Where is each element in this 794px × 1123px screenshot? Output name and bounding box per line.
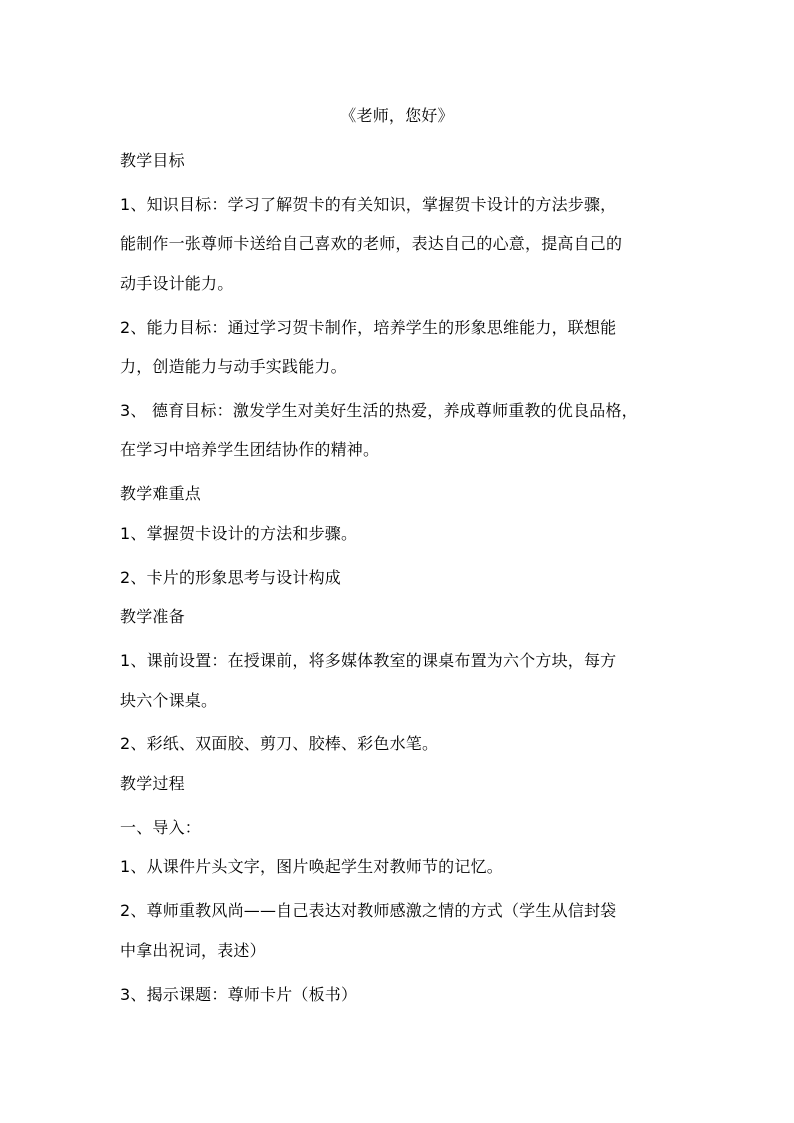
section-heading-process: 教学过程 — [120, 774, 185, 793]
text-line: 2、彩纸、双面胶、剪刀、胶棒、彩色水笔。 — [120, 734, 439, 753]
text-line: 一、导入： — [120, 818, 202, 837]
text-line: 块六个课桌。 — [120, 691, 218, 710]
text-line: 1、课前设置：在授课前，将多媒体教室的课桌布置为六个方块，每方 — [120, 651, 617, 670]
text-line: 能制作一张尊师卡送给自己喜欢的老师，表达自己的心意，提高自己的 — [120, 234, 623, 253]
section-heading-objectives: 教学目标 — [120, 151, 185, 170]
text-line: 2、能力目标：通过学习贺卡制作，培养学生的形象思维能力，联想能 — [120, 318, 617, 337]
section-heading-preparation: 教学准备 — [120, 607, 185, 626]
section-heading-key-points: 教学难重点 — [120, 484, 202, 503]
text-line: 在学习中培养学生团结协作的精神。 — [120, 440, 380, 459]
text-line: 动手设计能力。 — [120, 274, 234, 293]
text-line: 1、掌握贺卡设计的方法和步骤。 — [120, 524, 358, 543]
text-line: 3、 德育目标：激发学生对美好生活的热爱，养成尊师重教的优良品格， — [120, 401, 638, 420]
text-line: 1、知识目标：学习了解贺卡的有关知识，掌握贺卡设计的方法步骤， — [120, 195, 617, 214]
text-line: 2、尊师重教风尚——自己表达对教师感激之情的方式（学生从信封袋 — [120, 901, 617, 920]
text-line: 3、揭示课题：尊师卡片（板书） — [120, 985, 358, 1004]
text-line: 中拿出祝词，表述） — [120, 941, 266, 960]
text-line: 力，创造能力与动手实践能力。 — [120, 357, 347, 376]
document-title: 《老师，您好》 — [340, 106, 454, 125]
text-line: 1、从课件片头文字，图片唤起学生对教师节的记忆。 — [120, 857, 503, 876]
text-line: 2、卡片的形象思考与设计构成 — [120, 568, 341, 587]
